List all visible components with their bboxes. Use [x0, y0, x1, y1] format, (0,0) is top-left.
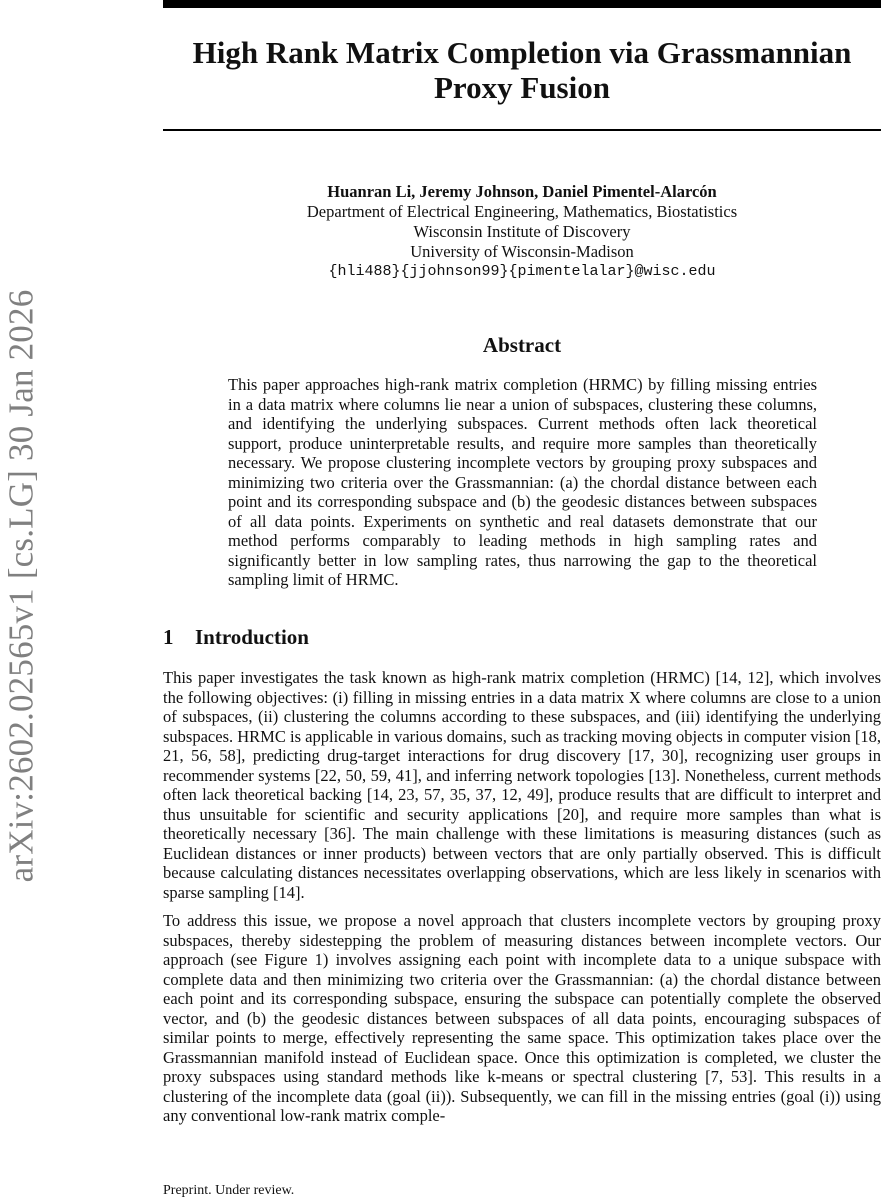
section-number: 1: [163, 625, 174, 649]
affiliation-line: Wisconsin Institute of Discovery: [413, 222, 631, 241]
affiliation-line: University of Wisconsin-Madison: [410, 242, 634, 261]
paper-title: High Rank Matrix Completion via Grassmannian Proxy Fusion: [192, 35, 852, 105]
preprint-footer: Preprint. Under review.: [163, 1183, 295, 1198]
title-rule: [163, 129, 881, 131]
author-block: [163, 182, 881, 282]
introduction-body: [163, 668, 881, 1135]
section-title: Introduction: [195, 625, 309, 649]
arxiv-identifier-text: arXiv:2602.02565v1 [cs.LG] 30 Jan 2026: [1, 289, 41, 883]
arxiv-identifier-stamp: [2, 262, 40, 910]
body-paragraph: To address this issue, we propose a novel approach that clusters incomplete vectors by grouping proxy subspaces, thereby sidestepping the problem of measuring distances between incomplete vectors. Our approach (see Figure 1) involves assigning each point with incomplete data to a unique subspace with complete data and then minimizing two criteria over the Grassmannian: (a) the chordal distance between each point and its corresponding subspace, ensuring the subspace can potentially complete the observed vector, and (b) the geodesic distances between subspaces of all data points, encouraging subspaces of similar points to merge, effectively representing the same space. This optimization takes place over the Grassmannian manifold instead of Euclidean space. Once this optimization is completed, we cluster the proxy subspaces using standard methods like k-means or spectral clustering [7, 53]. This results in a clustering of the incomplete data (goal (ii)). Subsequently, we can fill in the missing entries (goal (i)) using any conventional low-rank matrix comple-: [163, 911, 881, 1125]
body-paragraph: This paper investigates the task known as high-rank matrix completion (HRMC) [14, 12], which involves the following objectives: (i) filling in missing entries in a data matrix X where columns are close to a union of subspaces, (ii) clustering the columns according to these subspaces, and (iii) identifying the underlying subspaces. HRMC is applicable in various domains, such as tracking moving objects in computer vision [18, 21, 56, 58], predicting drug-target interactions for drug discovery [17, 30], recognizing user groups in recommender systems [22, 50, 59, 41], and inferring network topologies [13]. Nonetheless, current methods often lack theoretical backing [14, 23, 57, 35, 37, 12, 49], produce results that are difficult to interpret and thus unsuitable for scientific and security applications [20], and require more samples than what is theoretically necessary [36]. The main challenge with these limitations is measuring distances (such as Euclidean distances or inner products) between vectors that are only partially observed. This is difficult because calculating distances necessitates overlapping observations, which are less likely in scenarios with sparse sampling [14].: [163, 668, 881, 902]
author-email: {hli488}{jjohnson99}{pimentelalar}@wisc.edu: [328, 263, 716, 280]
abstract-heading: Abstract: [482, 333, 562, 357]
top-rule: [163, 0, 881, 8]
abstract-text: This paper approaches high-rank matrix completion (HRMC) by filling missing entries in a data matrix where columns lie near a union of subspaces, clustering these columns, and identifying the underlying subspaces. Current methods often lack theoretical support, produce uninterpretable results, and require more samples than theoretically necessary. We propose clustering incomplete vectors by grouping proxy subspaces and minimizing two criteria over the Grassmannian: (a) the chordal distance between each point and its corresponding subspace and (b) the geodesic distances between subspaces of all data points. Experiments on synthetic and real datasets demonstrate that our method performs comparably to leading methods in high sampling rates and significantly better in low sampling rates, thus narrowing the gap to the theoretical sampling limit of HRMC.: [228, 375, 817, 589]
author-names: Huanran Li, Jeremy Johnson, Daniel Pimentel-Alarcón: [327, 182, 717, 201]
affiliation-line: Department of Electrical Engineering, Mathematics, Biostatistics: [306, 202, 738, 221]
section-heading-introduction: [163, 625, 309, 650]
